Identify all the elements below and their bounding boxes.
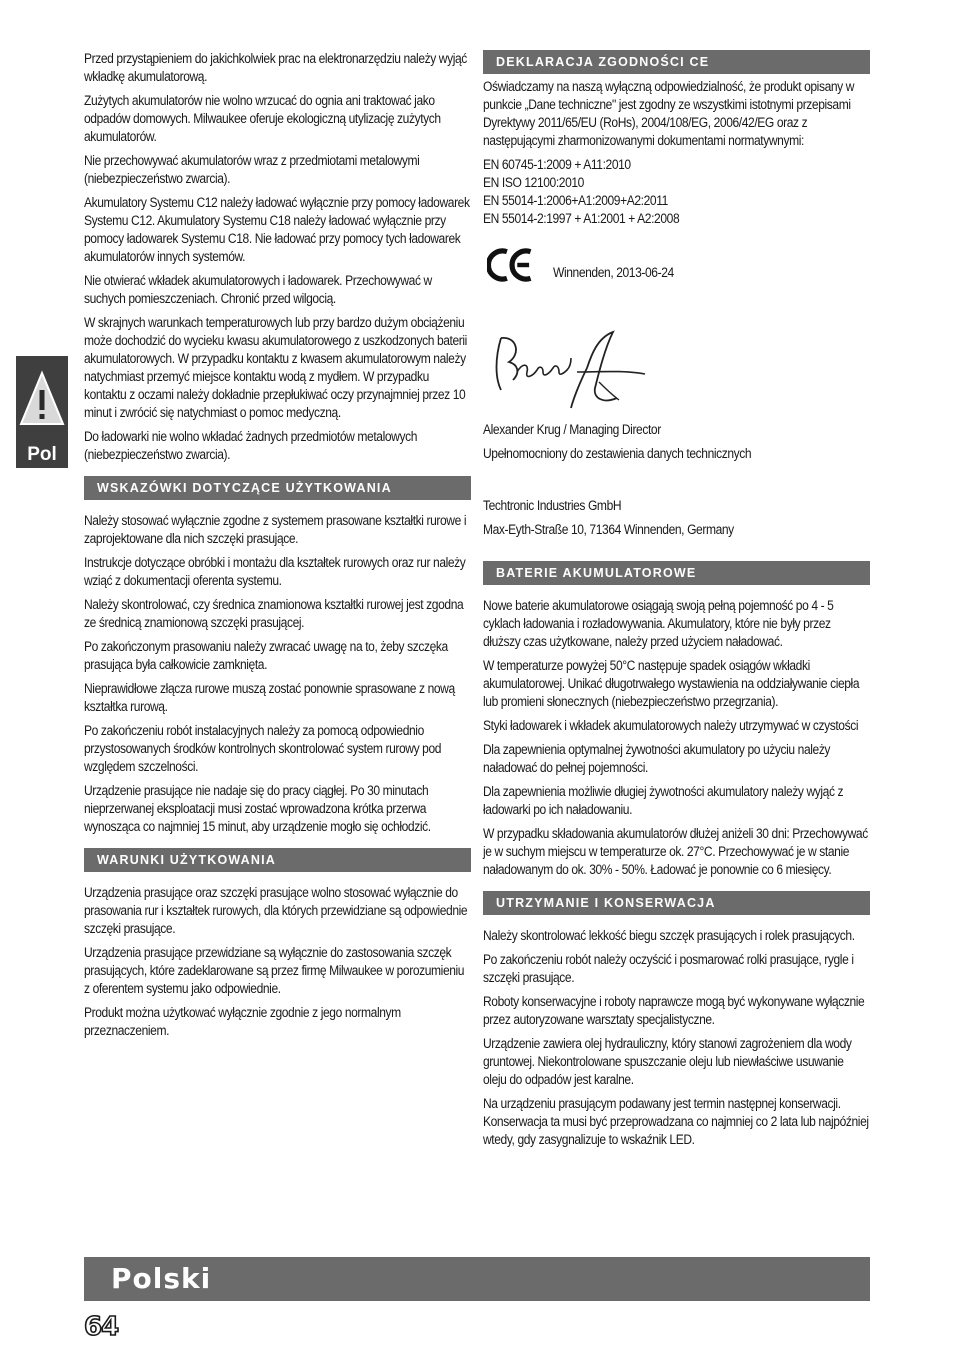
- place-date: Winnenden, 2013-06-24: [552, 265, 674, 280]
- company-address: Max-Eyth-Straße 10, 71364 Winnenden, Germany: [483, 522, 734, 537]
- paragraph: Roboty konserwacyjne i roboty naprawcze mogą być wykonywane wyłącznie przez autoryzowane warsztaty specjalistyczne.: [483, 994, 865, 1027]
- paragraph: Styki ładowarek i wkładek akumulatorowych należy utrzymywać w czystości: [483, 718, 859, 733]
- paragraph: Urządzenie zawiera olej hydrauliczny, który stanowi zagrożeniem dla wody gruntowej. Niekontrolowane spuszczanie oleju lub niewłaściwe usuwanie oleju do odpadów jest karalne.: [483, 1036, 852, 1087]
- paragraph: Po zakończeniu robót należy oczyścić i posmarować rolki prasujące, rygle i szczęki prasujące.: [483, 952, 854, 985]
- section-heading: WARUNKI UŻYTKOWANIA: [84, 848, 471, 872]
- standard-item: EN 55014-2:1997 + A1:2001 + A2:2008: [483, 211, 680, 226]
- usage-tips-section: [84, 476, 471, 836]
- paragraph: Instrukcje dotyczące obróbki i montażu dla kształtek rurowych oraz rur należy wziąć z dokumentacji oferenta systemu.: [84, 555, 466, 588]
- paragraph: Należy stosować wyłącznie zgodne z systemem prasowane kształtki rurowe i zaprojektowane dla nich szczęki prasujące.: [84, 513, 467, 546]
- paragraph: Po zakończonym prasowaniu należy zwracać uwagę na to, żeby szczęka prasująca była całkowicie zamknięta.: [84, 639, 448, 672]
- paragraph: W temperaturze powyżej 50°C następuje spadek osiągów wkładki akumulatorowej. Unikać długotrwałego wystawienia na oddziaływanie ciepła lub promieni słonecznych (niebezpieczeństwo przegrzania).: [483, 658, 860, 709]
- standards-list: [483, 156, 870, 228]
- paragraph: W skrajnych warunkach temperaturowych lub przy bardzo dużym obciążeniu może dochodzić do wycieku kwasu akumulatorowego z uszkodzonych baterii akumulatorowych. W przypadku kontaktu z kwasem akumulatorowym należy natychmiast przemyć miejsce kontaktu wodą z mydłem. W przypadku kontaktu z oczami należy dokładnie przepłukiwać oczy przynajmniej przez 10 minut i zwrócić się natychmiast o pomoc medyczną.: [84, 315, 467, 420]
- standard-item: EN 55014-1:2006+A1:2009+A2:2011: [483, 193, 668, 208]
- section-heading: UTRZYMANIE I KONSERWACJA: [483, 891, 870, 915]
- paragraph: Dla zapewnienia optymalnej żywotności akumulatory po użyciu należy naładować do pełnej pojemności.: [483, 742, 831, 775]
- paragraph: W przypadku składowania akumulatorów dłużej aniżeli 30 dni: Przechowywać je w suchym miejscu w temperaturze ok. 27°C. Przechowywać je w stanie naładowanym do ok. 30% - 50%. Ładować je ponownie co 6 miesięcy.: [483, 826, 868, 877]
- paragraph: Urządzenia prasujące oraz szczęki prasujące wolno stosować wyłącznie do prasowania rur i kształtek rurowych, dla których przewidziane są odpowiednie szczęki prasujące.: [84, 885, 468, 936]
- declaration-section: [483, 50, 870, 539]
- paragraph: Akumulatory Systemu C12 należy ładować wyłącznie przy pomocy ładowarek Systemu C12. Akumulatory Systemu C18 należy ładować wyłącznie przy pomocy ładowarek Systemu C18. Nie ładować przy pomocy tych ładowarek akumulatorów innych systemów.: [84, 195, 470, 264]
- left-column: [84, 50, 471, 1046]
- section-heading: WSKAZÓWKI DOTYCZĄCE UŻYTKOWANIA: [84, 476, 471, 500]
- ce-mark-icon: [487, 241, 533, 289]
- batteries-section: [483, 561, 870, 879]
- paragraph: Do ładowarki nie wolno wkładać żadnych przedmiotów metalowych (niebezpieczeństwo zwarcia).: [84, 429, 417, 462]
- standard-item: EN 60745-1:2009 + A11:2010: [483, 157, 631, 172]
- paragraph: Po zakończeniu robót instalacyjnych należy za pomocą odpowiednio przystosowanych środków kontrolnych skontrolować system rurowy pod względem szczelności.: [84, 723, 442, 774]
- paragraph: Należy skontrolować lekkość biegu szczęk prasujących i rolek prasujących.: [483, 928, 855, 943]
- paragraph: Nie przechowywać akumulatorów wraz z przedmiotami metalowymi (niebezpieczeństwo zwarcia).: [84, 153, 420, 186]
- section-heading: BATERIE AKUMULATOROWE: [483, 561, 870, 585]
- page-number: 64: [84, 1312, 119, 1342]
- standard-item: EN ISO 12100:2010: [483, 175, 584, 190]
- company-name: Techtronic Industries GmbH: [483, 498, 622, 513]
- language-tab: [16, 356, 68, 468]
- conditions-section: [84, 848, 471, 1040]
- paragraph: Nieprawidłowe złącza rurowe muszą zostać ponownie sprasowane z nową kształtka rurową.: [84, 681, 455, 714]
- footer-language-bar: [84, 1257, 870, 1301]
- authorization-note: Upełnomocniony do zestawienia danych technicznych: [483, 446, 752, 461]
- paragraph: Należy skontrolować, czy średnica znamionowa kształtki rurowej jest zgodna ze średnicą znamionową szczęki prasującej.: [84, 597, 464, 630]
- language-label: Pol: [27, 444, 57, 465]
- paragraph: Nie otwierać wkładek akumulatorowych i ładowarek. Przechowywać w suchych pomieszczeniach. Chronić przed wilgocią.: [84, 273, 432, 306]
- paragraph: Na urządzeniu prasującym podawany jest termin następnej konserwacji. Konserwacja ta musi być przeprowadzana co najmniej co 2 lata lub najpóźniej wtedy, gdy zasygnalizuje to wskaźnik LED.: [483, 1096, 869, 1147]
- right-column: [483, 50, 870, 1155]
- signer-name: Alexander Krug / Managing Director: [483, 422, 661, 437]
- maintenance-section: [483, 891, 870, 1149]
- warning-icon: [19, 370, 65, 428]
- section-heading: DEKLARACJA ZGODNOŚCI CE: [483, 50, 870, 74]
- paragraph: Dla zapewnienia możliwie długiej żywotności akumulatory należy wyjąć z ładowarki po ich naładowaniu.: [483, 784, 844, 817]
- footer-language-title: Polski: [111, 1262, 212, 1295]
- paragraph: Urządzenie prasujące nie nadaje się do pracy ciągłej. Po 30 minutach nieprzerwanej eksploatacji musi zostać wprowadzona krótka przerwa wynosząca co najmniej 15 minut, aby urządzenie mogło się ochłodzić.: [84, 783, 431, 834]
- paragraph: Urządzenia prasujące przewidziane są wyłącznie do zastosowania szczęk prasujących, które zadeklarowane są przez firmę Milwaukee w porozumieniu z oferentem systemu jako odpowiednie.: [84, 945, 465, 996]
- paragraph: Produkt można użytkować wyłącznie zgodnie z jego normalnym przeznaczeniem.: [84, 1005, 401, 1038]
- signature-image: [487, 328, 652, 413]
- paragraph: Zużytych akumulatorów nie wolno wrzucać do ognia ani traktować jako odpadów domowych. Milwaukee oferuje ekologiczną utylizację zużytych akumulatorów.: [84, 93, 441, 144]
- ce-row: [483, 238, 870, 292]
- paragraph: Nowe baterie akumulatorowe osiągają swoją pełną pojemność po 4 - 5 cyklach ładowania i rozładowywania. Akumulatory, które nie były przez dłuższy czas użytkowane, należy przed użyciem naładować.: [483, 598, 834, 649]
- paragraph: Oświadczamy na naszą wyłączną odpowiedzialność, że produkt opisany w punkcie „Dane techniczne" jest zgodny ze wszystkimi istotnymi przepisami Dyrektywy 2011/65/EU (RoHs), 2004/108/EG, 2006/42/EG oraz z następującymi zharmonizowanymi dokumentami normatywnymi:: [483, 79, 855, 148]
- paragraph: Przed przystąpieniem do jakichkolwiek prac na elektronarzędziu należy wyjąć wkładkę akumulatorową.: [84, 51, 467, 84]
